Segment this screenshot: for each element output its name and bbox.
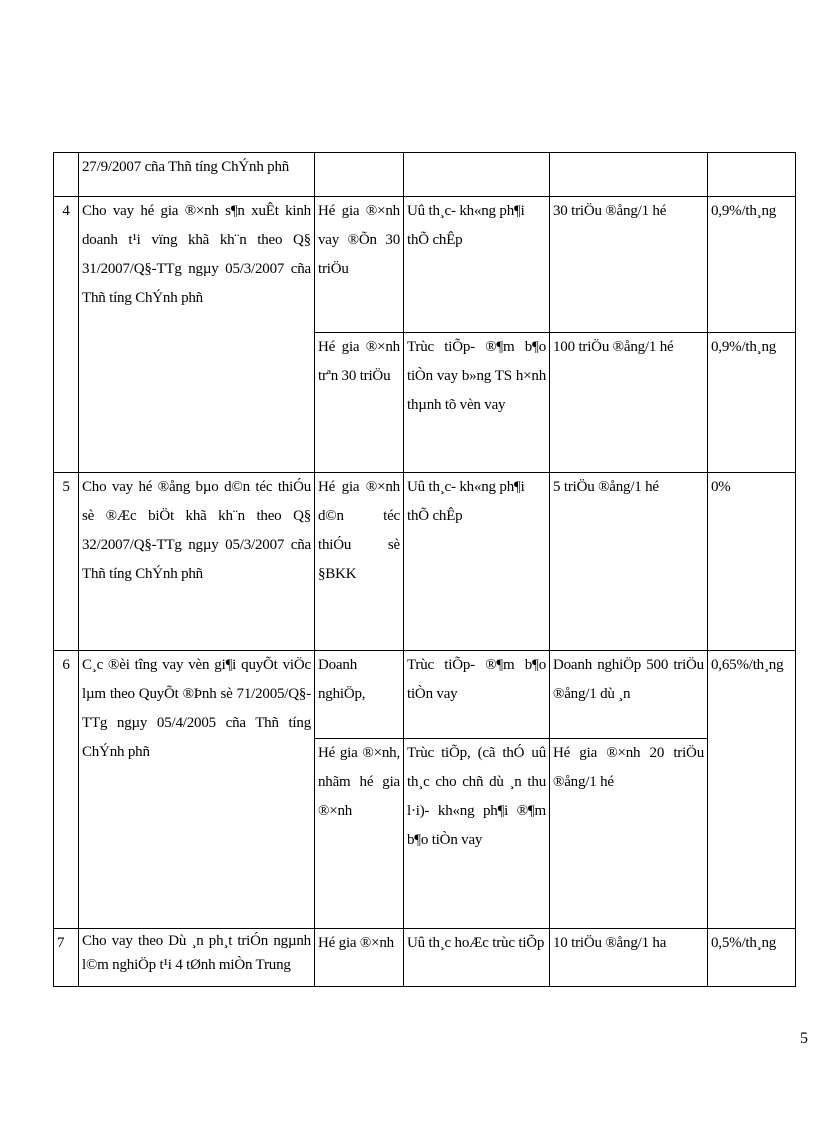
method-cell: Uû th¸c- kh«ng ph¶i thÕ chÊp [404, 473, 550, 651]
row-number-cell: 4 [54, 197, 79, 473]
borrower-cell: Hé gia ®×nh [315, 929, 404, 987]
limit-cell: 5 triÖu ®ång/1 hé [550, 473, 708, 651]
borrower-cell: Hé gia ®×nh, nhãm hé gia ®×nh [315, 739, 404, 929]
rate-cell: 0,65%/th¸ng [708, 651, 796, 929]
program-cell: Cho vay hé gia ®×nh s¶n xuÊt kinh doanh t¹i vïng khã kh¨n theo Q§ 31/2007/Q§-TTg ngµy 05/3/2007 cña Thñ tíng ChÝnh phñ [79, 197, 315, 473]
table-row [54, 153, 796, 197]
rate-cell: 0,5%/th¸ng [708, 929, 796, 987]
borrower-cell: Hé gia ®×nh trªn 30 triÖu [315, 333, 404, 473]
method-cell: Uû th¸c hoÆc trùc tiÕp [404, 929, 550, 987]
rate-cell: 0% [708, 473, 796, 651]
method-cell: Trùc tiÕp- ®¶m b¶o tiÒn vay [404, 651, 550, 739]
loan-programs-table [53, 152, 796, 987]
row-number-cell: 6 [54, 651, 79, 929]
limit-cell: 10 triÖu ®ång/1 ha [550, 929, 708, 987]
borrower-cell: Hé gia ®×nh vay ®Õn 30 triÖu [315, 197, 404, 333]
row-number-cell: 7 [54, 929, 79, 987]
rate-cell: 0,9%/th¸ng [708, 333, 796, 473]
borrower-cell: Doanh nghiÖp, [315, 651, 404, 739]
method-cell [404, 153, 550, 197]
limit-cell: Doanh nghiÖp 500 triÖu ®ång/1 dù ¸n [550, 651, 708, 739]
row-number-cell [54, 153, 79, 197]
borrower-cell [315, 153, 404, 197]
method-cell: Trùc tiÕp- ®¶m b¶o tiÒn vay b»ng TS h×nh thµnh tõ vèn vay [404, 333, 550, 473]
table-row [54, 473, 796, 651]
table-row [54, 651, 796, 739]
row-number-cell: 5 [54, 473, 79, 651]
limit-cell: Hé gia ®×nh 20 triÖu ®ång/1 hé [550, 739, 708, 929]
program-cell: Cho vay theo Dù ¸n ph¸t triÓn ngµnh l©m nghiÖp t¹i 4 tØnh miÒn Trung [79, 929, 315, 987]
table-row [54, 197, 796, 333]
program-cell: 27/9/2007 cña Thñ tíng ChÝnh phñ [79, 153, 315, 197]
limit-cell: 30 triÖu ®ång/1 hé [550, 197, 708, 333]
page-number: 5 [800, 1030, 808, 1047]
program-cell: Cho vay hé ®ång bµo d©n téc thiÓu sè ®Æc biÖt khã kh¨n theo Q§ 32/2007/Q§-TTg ngµy 05/3/2007 cña Thñ tíng ChÝnh phñ [79, 473, 315, 651]
program-cell: C¸c ®èi tîng vay vèn gi¶i quyÕt viÖc lµm theo QuyÕt ®Þnh sè 71/2005/Q§-TTg ngµy 05/4/2005 cña Thñ tíng ChÝnh phñ [79, 651, 315, 929]
method-cell: Trùc tiÕp, (cã thÓ uû th¸c cho chñ dù ¸n thu l·i)- kh«ng ph¶i ®¶m b¶o tiÒn vay [404, 739, 550, 929]
borrower-cell: Hé gia ®×nh d©n téc thiÓu sè §BKK [315, 473, 404, 651]
rate-cell: 0,9%/th¸ng [708, 197, 796, 333]
limit-cell [550, 153, 708, 197]
table-row [54, 929, 796, 987]
limit-cell: 100 triÖu ®ång/1 hé [550, 333, 708, 473]
rate-cell [708, 153, 796, 197]
method-cell: Uû th¸c- kh«ng ph¶i thÕ chÊp [404, 197, 550, 333]
